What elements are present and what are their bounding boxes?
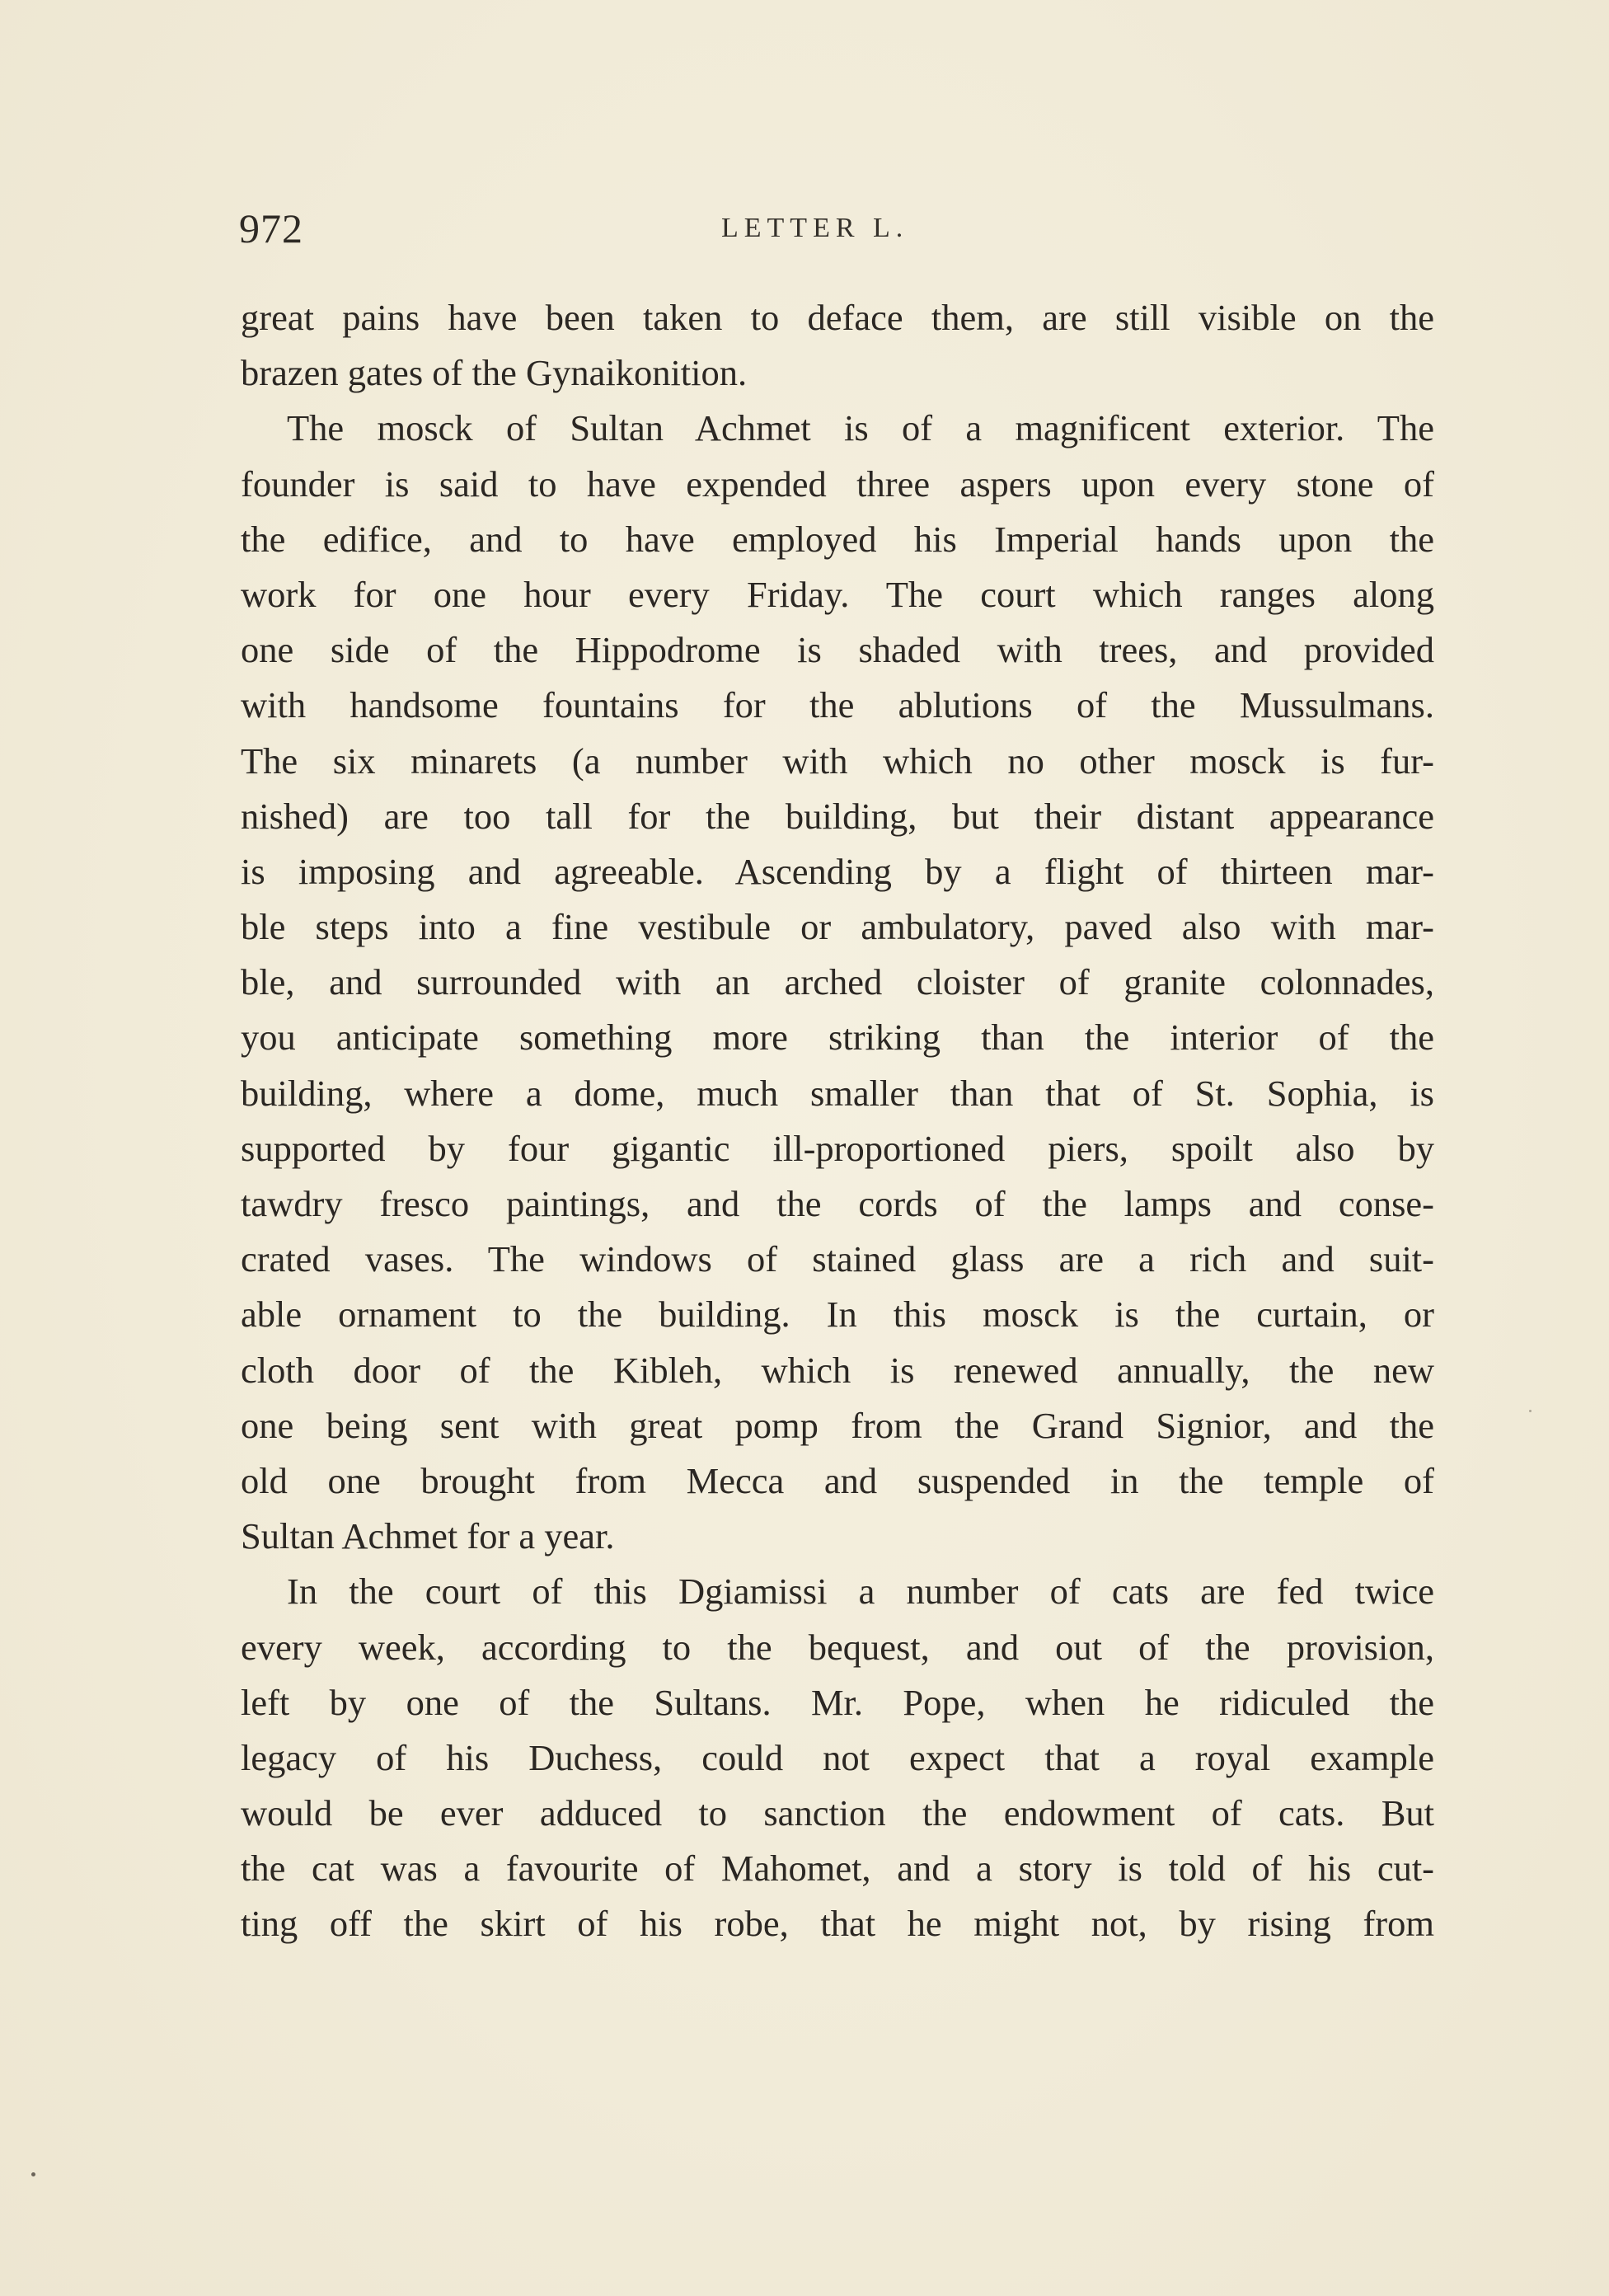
text-line: the edifice, and to have employed his Imperial hands upon the xyxy=(241,518,1434,560)
text-line: every week, according to the bequest, and out of the provision, xyxy=(241,1626,1434,1668)
page-header xyxy=(239,204,1434,254)
text-line: ble, and surrounded with an arched cloister of granite colonnades, xyxy=(241,961,1434,1003)
paper-speck xyxy=(1529,1410,1532,1412)
text-line: great pains have been taken to deface them, are still visible on the xyxy=(241,297,1434,338)
text-line: nished) are too tall for the building, but their distant appearance xyxy=(241,795,1434,837)
text-line: The mosck of Sultan Achmet is of a magnificent exterior. The xyxy=(287,407,1434,449)
paper-speck xyxy=(31,2172,35,2176)
text-line: work for one hour every Friday. The court which ranges along xyxy=(241,573,1434,615)
text-line: building, where a dome, much smaller than that of St. Sophia, is xyxy=(241,1072,1434,1114)
text-line: the cat was a favourite of Mahomet, and a story is told of his cut- xyxy=(241,1848,1434,1890)
text-line: tawdry fresco paintings, and the cords of the lamps and conse- xyxy=(241,1183,1434,1224)
text-line: able ornament to the building. In this mosck is the curtain, or xyxy=(241,1294,1434,1336)
text-line: ting off the skirt of his robe, that he might not, by rising from xyxy=(241,1903,1434,1945)
text-line: left by one of the Sultans. Mr. Pope, when he ridiculed the xyxy=(241,1681,1434,1723)
text-line: one being sent with great pomp from the Grand Signior, and the xyxy=(241,1404,1434,1446)
text-line: The six minarets (a number with which no other mosck is fur- xyxy=(241,740,1434,782)
text-line: one side of the Hippodrome is shaded with trees, and provided xyxy=(241,629,1434,671)
text-line: is imposing and agreeable. Ascending by a flight of thirteen mar- xyxy=(241,850,1434,892)
text-line: brazen gates of the Gynaikonition. xyxy=(241,352,748,394)
text-line: legacy of his Duchess, could not expect that a royal example xyxy=(241,1736,1434,1778)
body-text xyxy=(241,290,1434,1952)
text-line: Sultan Achmet for a year. xyxy=(241,1515,615,1557)
text-line: with handsome fountains for the ablutions of the Mussulmans. xyxy=(241,684,1434,726)
text-line: cloth door of the Kibleh, which is renewed annually, the new xyxy=(241,1349,1434,1391)
text-line: In the court of this Dgiamissi a number of cats are fed twice xyxy=(287,1571,1434,1613)
page-number: 972 xyxy=(239,205,303,251)
running-head: LETTER L. xyxy=(721,213,909,243)
text-line: old one brought from Mecca and suspended in the temple of xyxy=(241,1459,1434,1501)
text-line: ble steps into a fine vestibule or ambulatory, paved also with mar- xyxy=(241,906,1434,948)
text-line: you anticipate something more striking than the interior of the xyxy=(241,1017,1434,1059)
text-line: founder is said to have expended three aspers upon every stone of xyxy=(241,462,1434,505)
text-line: supported by four gigantic ill-proportioned piers, spoilt also by xyxy=(241,1127,1434,1169)
text-line: would be ever adduced to sanction the endowment of cats. But xyxy=(241,1792,1434,1834)
text-line: crated vases. The windows of stained glass are a rich and suit- xyxy=(241,1238,1434,1280)
